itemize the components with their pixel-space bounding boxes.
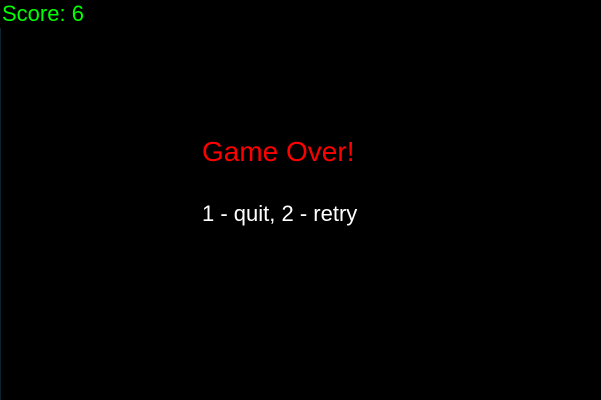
game-over-title: Game Over! (202, 136, 355, 167)
playfield-border (0, 28, 1, 400)
score-label: Score: 6 (2, 1, 84, 26)
game-over-instructions: 1 - quit, 2 - retry (202, 201, 358, 226)
